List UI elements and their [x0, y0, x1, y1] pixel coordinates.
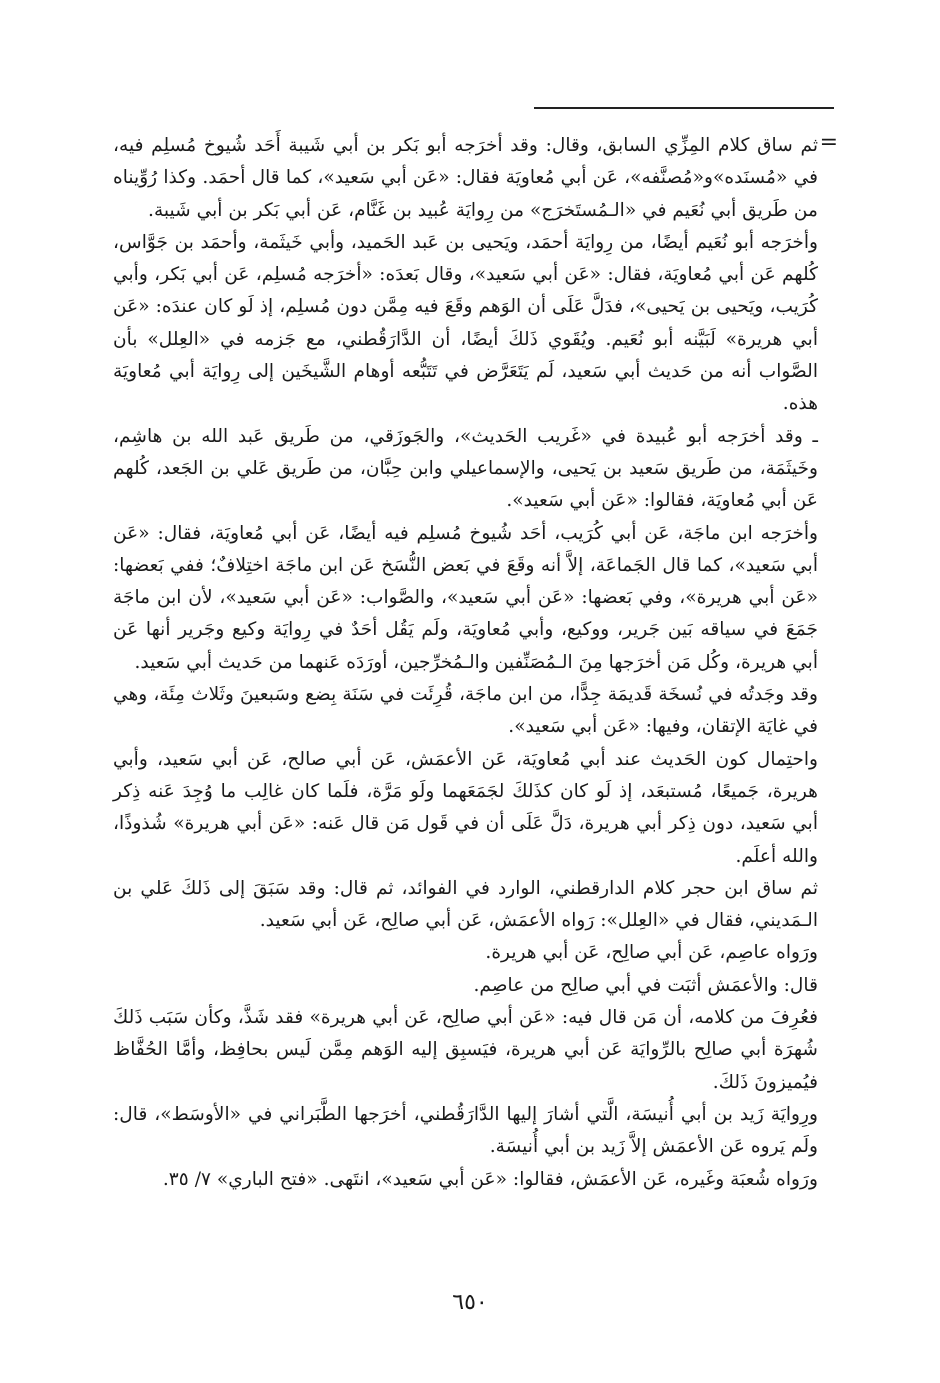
paragraph: ثم ساق ابن حجر كلام الدارقطني، الوارد في الفوائد، ثم قال: وقد سَبَقَ إلى ذَلكَ عَلي بن الـمَديني، فقال في «العِلل»: رَواه الأعمَش، عَن أبي صالِح، عَن أبي سَعيد.: [113, 877, 818, 932]
paragraph: ورَواه شُعبَة وغَيره، عَن الأعمَش، فقالوا: «عَن أبي سَعيد»، انتَهى. «فتح الباري» ٧/ ٣٥.: [162, 1168, 818, 1190]
paragraph: وأخرَجه أبو نُعَيم أيضًا، من رِوايَة أحمَد، ويَحيى بن عَبد الحَميد، وأبي خَيثَمة، وأحمَد بن جَوَّاس، كُلهم عَن أبي مُعاويَة، فقال: «عَن أبي سَعيد»، وقال بَعدَه: «أخرَجه مُسلِم، عَن أبي بَكر، وأبي كُرَيب، ويَحيى بن يَحيى»، فدَلَّ عَلَى أن الوَهم وقَعَ فيه مِمَّن دون مُسلِم، إذ لَو كان عندَه: «عَن أبي هريرة» لَبَيَّنه أبو نُعَيم. ويُقَوي ذَلكَ أيضًا، أن الدَّارَقُطني، مع جَزمه في «العِلل» بأن الصَّواب أنه من حَديث أبي سَعيد، لَم يَتَعَرَّض في تَتَبُّعه أوهام الشَّيخَين إلى رِوايَة أبي مُعاويَة هذه.: [113, 231, 818, 415]
paragraph: ثم ساق كلام المِزِّي السابق، وقال: وقد أخرَجه أبو بَكر بن أبي شَيبة أَحَد شُيوخ مُسلِم فيه، في «مُسنَده»و«مُصنَّفه»، عَن أبي مُعاويَة فقال: «عَن أبي سَعيد»، كما قال أحمَد. وكذا رُوِّيناه من طَريق أبي نُعَيم في «الـمُستَخرَج» من رِوايَة عُبيد بن غَنَّام، عَن أبي بَكر بن أبي شَيبة.: [113, 135, 818, 221]
paragraph: ورَواه عاصِم، عَن أبي صالِح، عَن أبي هريرة.: [485, 942, 818, 964]
page-number: ٦٥٠: [452, 1290, 488, 1315]
paragraph: واحتِمال كون الحَديث عند أبي مُعاويَة، عَن الأعمَش، عَن أبي صالح، عَن أبي سَعيد، وأبي هريرة، جَميعًا، مُستبعَد، إذ لَو كان كذَلكَ لجَمَعَهما ولَو مَرَّة، فلَما كان غالِب ما وُجِدَ عَنه ذِكر أبي سَعيد، دون ذِكر أبي هريرة، دَلَّ عَلَى أن في قَول مَن قال عَنه: «عَن أبي هريرة» شُذوذًا، والله أعلَم.: [113, 748, 818, 867]
paragraph: ـ وقد أخرَجه أبو عُبيدة في «غَريب الحَديث»، والجَوزَقي، من طَريق عَبد الله بن هاشِم، وخَيثَمَة، من طَريق سَعيد بن يَحيى، والإسماعيلي وابن حِبَّان، من طَريق عَلي بن الجَعد، كُلهم عَن أبي مُعاويَة، فقالوا: «عَن أبي سَعيد».: [113, 425, 818, 512]
paragraph: قال: والأعمَش أثبَت في أبي صالِح من عاصِم.: [473, 974, 818, 996]
footnote-separator-rule: [534, 107, 834, 109]
paragraph: ورِوايَة زَيد بن أبي أُنيسَة، الَّتي أشارَ إليها الدَّارَقُطني، أخرَجها الطَّبَراني في «الأوسَط»، قال: ولَم يَروه عَن الأعمَش إلاَّ زَيد بن أبي أُنيسَة.: [113, 1103, 818, 1158]
paragraph: وأخرَجه ابن ماجَة، عَن أبي كُرَيب، أحَد شُيوخ مُسلِم فيه أيضًا، عَن أبي مُعاويَة، فقال: «عَن أبي سَعيد»، كما قال الجَماعَة، إلاَّ أنه وقَعَ في بَعض النُّسَخ عَن ابن ماجَة اختِلافٌ؛ ففي بَعضها: «عَن أبي هريرة»، وفي بَعضها: «عَن أبي سَعيد»، والصَّواب: «عَن أبي سَعيد»، لأن ابن ماجَة جَمَعَ في سياقه بَين جَرير، ووكيع، وأبي مُعاويَة، ولَم يَقُل أحَدٌ في رِوايَة وكيع وجَرير أنها عَن أبي هريرة، وكُل مَن أخرَجها مِنَ الـمُصَنِّفين والـمُخرِّجين، أورَدَه عَنهما من حَديث أبي سَعيد.: [113, 522, 818, 673]
footnote-text: [113, 130, 818, 1196]
continuation-mark: =: [819, 130, 838, 155]
paragraph: وقد وجَدتُه في نُسخَة قَديمَة جِدًّا، من ابن ماجَة، قُرِئَت في سَنَة بِضع وسَبعينَ وثَلاث مِئَة، وهي في غايَة الإتقان، وفيها: «عَن أبي سَعيد».: [113, 684, 818, 738]
paragraph: فعُرِفَ من كلامه، أن مَن قال فيه: «عَن أبي صالِح، عَن أبي هريرة» فقد شَذَّ، وكأن سَبَب ذَلكَ شُهرَة أبي صالِح بالرِّوايَة عَن أبي هريرة، فيَسبِق إليه الوَهم مِمَّن لَيس بحافِظ، وأمَّا الحُفَّاظ فيُميزونَ ذَلكَ.: [113, 1007, 818, 1093]
